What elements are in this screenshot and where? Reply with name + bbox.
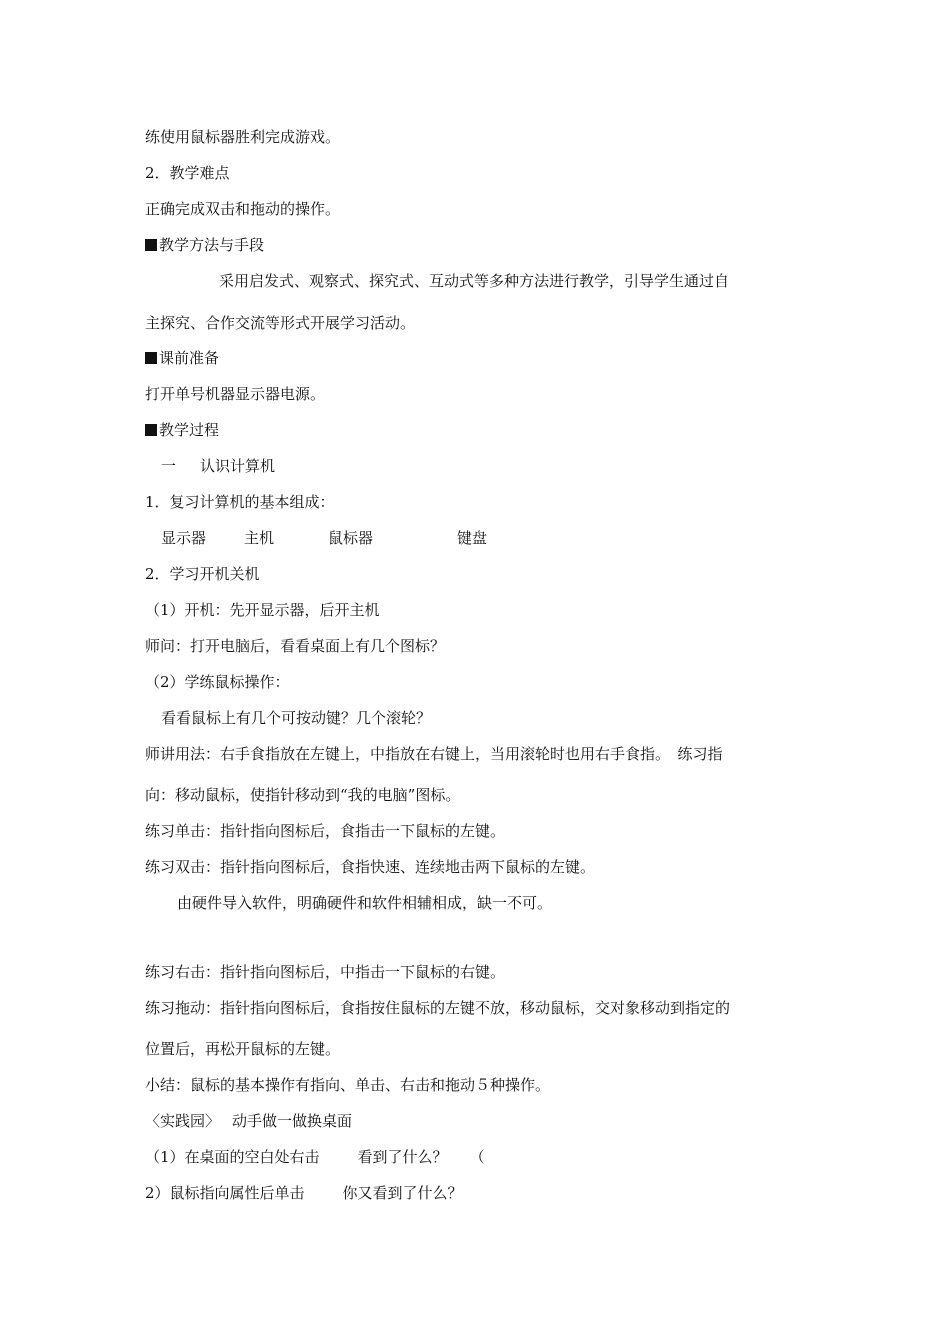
paragraph-line: 向：移动鼠标，使指针移动到“我的电脑”图标。 [145, 786, 461, 804]
paragraph-line: 练习拖动：指针指向图标后，食指按住鼠标的左键不放，移动鼠标，交对象移动到指定的 [145, 999, 731, 1017]
black-square-bullet-icon [145, 352, 157, 364]
section-heading: 教学方法与手段 [145, 235, 264, 255]
black-square-bullet-icon [145, 239, 157, 251]
paragraph-line: 1．复习计算机的基本组成： [145, 493, 335, 511]
paragraph-line: 2．学习开机关机 [145, 565, 260, 583]
paragraph-line: 主探究、合作交流等形式开展学习活动。 [145, 314, 416, 332]
component-list: 显示器 主机 鼠标器 键盘 [161, 529, 488, 547]
paragraph-line: 练习右击：指针指向图标后，中指击一下鼠标的右键。 [145, 963, 506, 981]
paragraph-line: 练习双击：指针指向图标后，食指快速、连续地击两下鼠标的左键。 [145, 858, 596, 876]
paragraph-line: （1）开机：先开显示器，后开主机 [145, 601, 380, 619]
black-square-bullet-icon [145, 424, 157, 436]
section-heading: 2．教学难点 [145, 164, 230, 182]
section-heading: 教学过程 [145, 420, 219, 440]
practice-heading: 〈实践园〉 动手做一做换桌面 [145, 1112, 353, 1130]
paragraph-line: （1）在桌面的空白处右击 看到了什么？ （ [145, 1148, 485, 1166]
paragraph-line: 采用启发式、观察式、探究式、互动式等多种方法进行教学，引导学生通过自 [219, 272, 730, 290]
paragraph-line: 打开单号机器显示器电源。 [145, 385, 326, 403]
paragraph-line: 由硬件导入软件，明确硬件和软件相辅相成，缺一不可。 [177, 894, 553, 912]
paragraph-line: 师讲用法：右手食指放在左键上，中指放在右键上，当用滚轮时也用右手食指。 练习指 [145, 745, 723, 763]
paragraph-line: （2）学练鼠标操作： [145, 673, 290, 691]
paragraph-line: 练习单击：指针指向图标后，食指击一下鼠标的左键。 [145, 822, 506, 840]
paragraph-line: 位置后，再松开鼠标的左键。 [145, 1040, 341, 1058]
paragraph-line: 练使用鼠标器胜利完成游戏。 [145, 128, 341, 146]
section-heading: 课前准备 [145, 348, 219, 368]
paragraph-line: 小结：鼠标的基本操作有指向、单击、右击和拖动５种操作。 [145, 1076, 551, 1094]
paragraph-line: 2）鼠标指向属性后单击 你又看到了什么？ [145, 1184, 463, 1202]
paragraph-line: 看看鼠标上有几个可按动键？几个滚轮？ [161, 709, 432, 727]
subsection-heading: 一 认识计算机 [161, 457, 276, 475]
paragraph-line: 正确完成双击和拖动的操作。 [145, 200, 341, 218]
paragraph-line: 师问：打开电脑后，看看桌面上有几个图标？ [145, 637, 446, 655]
